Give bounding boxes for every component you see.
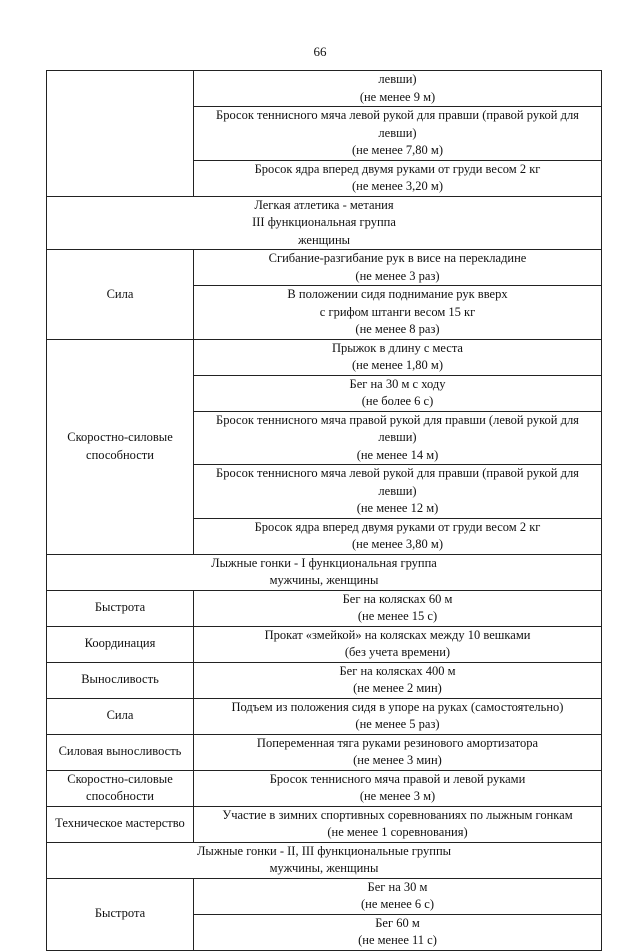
test-line: (не менее 3,80 м): [352, 537, 443, 551]
quality-cell: Сила: [47, 250, 194, 340]
test-line: Бег 60 м: [375, 915, 420, 930]
section-heading-line: Легкая атлетика - метания: [254, 197, 394, 212]
test-line: (не менее 11 с): [358, 933, 437, 947]
test-line: Сгибание-разгибание рук в висе на перекладине: [268, 251, 527, 265]
test-line: (не менее 3 м): [359, 789, 436, 803]
test-cell: [194, 250, 602, 286]
test-line: Бросок ядра вперед двумя руками от груди весом 2 кг: [254, 519, 541, 534]
test-cell: [194, 339, 602, 375]
quality-cell: Сила: [47, 698, 194, 734]
test-cell: [194, 770, 602, 806]
test-line: (без учета времени): [344, 645, 451, 659]
page-number: 66: [313, 44, 327, 59]
test-line: (не менее 9 м): [359, 89, 436, 104]
table-row: [47, 734, 602, 770]
test-line: (не менее 3 раз): [355, 268, 440, 283]
test-line: (не менее 14 м): [356, 447, 439, 462]
section-heading-line: Лыжные гонки - I функциональная группа: [211, 555, 437, 570]
test-line: (не менее 2 мин): [353, 681, 442, 695]
test-cell: [194, 107, 602, 161]
test-cell: [194, 662, 602, 698]
quality-cell: Скоростно-силовые способности: [47, 770, 194, 806]
test-line: Бег на колясках 400 м: [339, 663, 456, 678]
test-line: Бег на 30 м: [367, 879, 428, 894]
section-heading-line: женщины: [297, 232, 351, 247]
test-line: левши): [378, 483, 417, 498]
table-row: [47, 698, 602, 734]
table-row: [47, 662, 602, 698]
test-line: Подъем из положения сидя в упоре на руках (самостоятельно): [231, 699, 564, 714]
test-line: (не менее 1,80 м): [352, 358, 443, 372]
table-row: [47, 806, 602, 842]
test-cell: [194, 698, 602, 734]
test-cell: [194, 806, 602, 842]
test-cell: [194, 375, 602, 411]
section-row: [47, 554, 602, 590]
section-heading-line: мужчины, женщины: [269, 573, 379, 587]
table-row: [47, 71, 602, 107]
test-cell: [194, 734, 602, 770]
table-row: [47, 626, 602, 662]
test-line: (не более 6 с): [361, 394, 434, 408]
table-row: [47, 590, 602, 626]
section-row: [47, 196, 602, 250]
test-line: Бросок теннисного мяча левой рукой для правши (правой рукой для: [216, 108, 579, 122]
quality-cell: Выносливость: [47, 662, 194, 698]
test-cell: [194, 71, 602, 107]
test-line: (не менее 6 с): [361, 897, 434, 911]
section-row: [47, 842, 602, 878]
test-cell: [194, 590, 602, 626]
test-line: (не менее 3 мин): [353, 753, 442, 767]
test-line: (не менее 1 соревнования): [327, 825, 468, 839]
table-row: [47, 250, 602, 286]
test-cell: [194, 518, 602, 554]
test-cell: [194, 626, 602, 662]
test-cell: [194, 411, 602, 465]
test-line: В положении сидя поднимание рук вверх: [287, 287, 508, 301]
quality-cell: [47, 71, 194, 197]
test-line: (не менее 15 с): [357, 609, 438, 623]
table-row: [47, 339, 602, 375]
test-line: Попеременная тяга руками резинового амортизатора: [256, 735, 539, 750]
norms-table: [46, 70, 602, 951]
test-cell: [194, 465, 602, 519]
test-cell: [194, 160, 602, 196]
test-line: Бросок ядра вперед двумя руками от груди весом 2 кг: [254, 161, 541, 176]
test-line: (не менее 12 м): [356, 501, 439, 515]
section-heading: [47, 196, 602, 250]
test-line: с грифом штанги весом 15 кг: [319, 304, 476, 319]
test-line: (не менее 5 раз): [355, 717, 440, 731]
test-cell: [194, 914, 602, 950]
test-cell: [194, 878, 602, 914]
test-line: Прыжок в длину с места: [332, 340, 463, 355]
quality-cell: Координация: [47, 626, 194, 662]
quality-cell: Силовая выносливость: [47, 734, 194, 770]
test-line: Бег на 30 м с ходу: [349, 376, 446, 391]
section-heading-line: мужчины, женщины: [269, 861, 379, 875]
test-line: Прокат «змейкой» на колясках между 10 вешками: [264, 627, 531, 642]
test-line: (не менее 3,20 м): [352, 179, 443, 193]
test-line: Бросок теннисного мяча левой рукой для правши (правой рукой для: [216, 466, 579, 480]
test-cell: [194, 286, 602, 340]
section-heading: [47, 842, 602, 878]
test-line: левши): [378, 125, 417, 140]
test-line: (не менее 7,80 м): [352, 143, 443, 157]
quality-cell: Быстрота: [47, 590, 194, 626]
test-line: левши): [378, 430, 417, 444]
test-line: левши): [378, 72, 417, 86]
norms-table-body: [47, 71, 602, 951]
section-heading: [47, 554, 602, 590]
test-line: (не менее 8 раз): [355, 322, 440, 336]
test-line: Участие в зимних спортивных соревнованиях по лыжным гонкам: [222, 807, 573, 822]
section-heading-line: Лыжные гонки - II, III функциональные группы: [196, 843, 452, 858]
quality-cell: Техническое мастерство: [47, 806, 194, 842]
quality-cell: Скоростно-силовые способности: [47, 339, 194, 554]
section-heading-line: III функциональная группа: [252, 215, 396, 229]
table-row: [47, 878, 602, 914]
test-line: Бег на колясках 60 м: [342, 591, 453, 606]
test-line: Бросок теннисного мяча правой рукой для правши (левой рукой для: [216, 412, 579, 427]
test-line: Бросок теннисного мяча правой и левой руками: [269, 771, 526, 786]
quality-cell: Быстрота: [47, 878, 194, 950]
table-row: [47, 770, 602, 806]
